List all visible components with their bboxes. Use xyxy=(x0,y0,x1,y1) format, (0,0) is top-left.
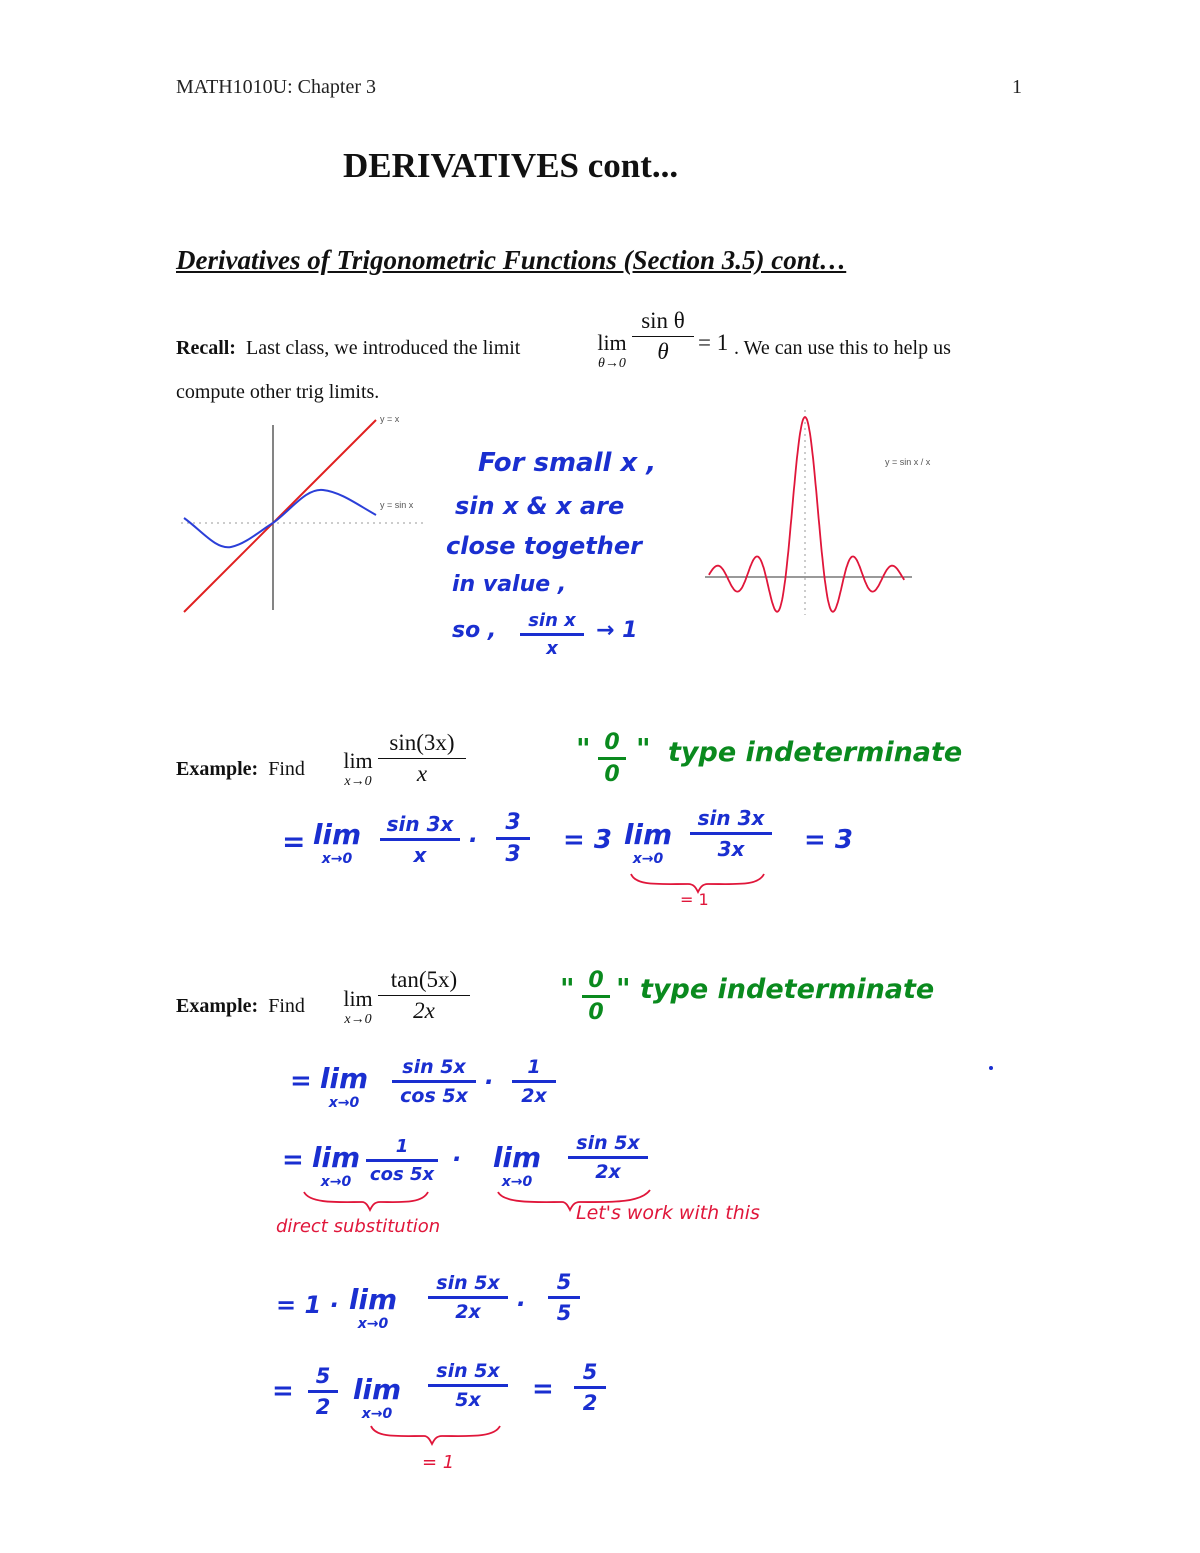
example1-lim: lim x→0 xyxy=(343,748,373,789)
s1-equals: = xyxy=(290,1066,312,1096)
note-line-4: in value , xyxy=(452,572,567,597)
s4-result: 5 2 xyxy=(574,1360,606,1415)
s2-frac-1: 1 cos 5x xyxy=(366,1136,438,1185)
ex1-frac-3: sin 3x 3x xyxy=(690,806,772,861)
fraction-denominator: θ xyxy=(657,339,669,364)
s1-frac-2: 1 2x xyxy=(512,1056,556,1107)
note-line-1: For small x , xyxy=(478,448,657,478)
lim-sub: θ→0 xyxy=(598,356,626,371)
recall-label: Recall: xyxy=(176,337,236,359)
ex2-indeterminate-text: type indeterminate xyxy=(640,974,935,1005)
label-y-sinx: y = sin x xyxy=(380,500,414,510)
ex1-result: = 3 xyxy=(804,825,853,855)
s2-dot: · xyxy=(452,1145,462,1173)
section-heading: Derivatives of Trigonometric Functions (Section 3.5) cont… xyxy=(176,245,847,275)
s1-lim: lim x→0 xyxy=(319,1062,369,1111)
curve-sin-x xyxy=(184,490,376,547)
s3-frac-1: sin 5x 2x xyxy=(428,1272,508,1323)
s3-lim: lim x→0 xyxy=(348,1283,398,1332)
ex1-quote-close: " xyxy=(636,732,651,765)
ex2-quote-close: " xyxy=(616,972,631,1005)
ex1-lim: lim x→0 xyxy=(312,818,362,867)
find-word: Find xyxy=(268,758,305,780)
s3-equals: = 1 · xyxy=(276,1291,339,1319)
fraction-numerator: sin θ xyxy=(641,308,685,333)
note-fraction: sin x x xyxy=(520,610,584,659)
recall-line xyxy=(176,337,520,360)
stray-dot xyxy=(989,1066,993,1070)
s2-frac-2: sin 5x 2x xyxy=(568,1132,648,1183)
example1-label-line xyxy=(176,758,305,781)
recall-fraction xyxy=(632,308,694,365)
s4-equals: = xyxy=(272,1376,294,1406)
page-number: 1 xyxy=(1012,76,1022,98)
recall-text-after: . We can use this to help us xyxy=(734,337,951,359)
recall-equals: = 1 xyxy=(698,330,729,355)
ex1-quote-open: " xyxy=(576,732,591,765)
label-sinc: y = sin x / x xyxy=(885,457,931,467)
s2-equals: = xyxy=(282,1145,304,1175)
note-arrow: → 1 xyxy=(596,618,638,643)
label-y-x: y = x xyxy=(380,414,400,424)
graph-sinc xyxy=(700,405,950,625)
s1-frac-1: sin 5x cos 5x xyxy=(392,1056,476,1107)
note-line-5: so , xyxy=(452,618,497,643)
s4-frac-0: 5 2 xyxy=(308,1364,338,1419)
note-work-with-this: Let's work with this xyxy=(576,1202,760,1224)
s3-dot: · xyxy=(516,1290,526,1318)
s4-frac-1: sin 5x 5x xyxy=(428,1360,508,1411)
s4-lim: lim x→0 xyxy=(352,1373,402,1422)
s4-brace xyxy=(368,1422,508,1448)
example2-label-line xyxy=(176,995,305,1018)
ex1-zero-over-zero: 0 0 xyxy=(598,730,626,787)
s4-brace-note: = 1 xyxy=(422,1452,455,1473)
course-header: MATH1010U: Chapter 3 xyxy=(176,76,376,98)
note-line-3: close together xyxy=(446,532,642,560)
s2-lim-2: lim x→0 xyxy=(492,1141,542,1190)
ex1-indeterminate-text: type indeterminate xyxy=(668,737,963,768)
ex1-equals: = xyxy=(282,825,306,858)
note-line-2: sin x & x are xyxy=(455,492,625,520)
ex2-quote-open: " xyxy=(560,972,575,1005)
line-y-equals-x xyxy=(184,420,376,612)
page-title: DERIVATIVES cont... xyxy=(343,146,679,185)
ex1-frac-2: 3 3 xyxy=(496,810,530,867)
s4-equals-2: = xyxy=(532,1374,554,1404)
ex1-frac-1: sin 3x x xyxy=(380,812,460,867)
find-word: Find xyxy=(268,995,305,1017)
recall-text: Last class, we introduced the limit xyxy=(245,337,521,359)
example-label: Example: xyxy=(176,758,259,780)
ex1-equals-3: = 3 xyxy=(563,825,612,855)
example1-fraction: sin(3x) x xyxy=(378,730,466,787)
ex2-zero-over-zero: 0 0 xyxy=(582,968,610,1025)
example2-fraction: tan(5x) 2x xyxy=(378,967,470,1024)
ex1-lim-2: lim x→0 xyxy=(623,818,673,867)
example2-lim: lim x→0 xyxy=(343,986,373,1027)
note-direct-substitution: direct substitution xyxy=(276,1216,441,1237)
graph-sin-vs-x xyxy=(176,410,436,620)
ex1-brace-note: = 1 xyxy=(680,890,709,909)
lim-word: lim xyxy=(597,330,627,355)
s2-lim: lim x→0 xyxy=(311,1141,361,1190)
s3-frac-2: 5 5 xyxy=(548,1270,580,1325)
recall-line-2: compute other trig limits. xyxy=(176,381,380,403)
s1-dot: · xyxy=(484,1068,494,1096)
ex1-dot: · xyxy=(468,826,478,854)
recall-lim xyxy=(592,330,632,372)
example-label: Example: xyxy=(176,995,259,1017)
curve-sinc xyxy=(709,417,904,612)
